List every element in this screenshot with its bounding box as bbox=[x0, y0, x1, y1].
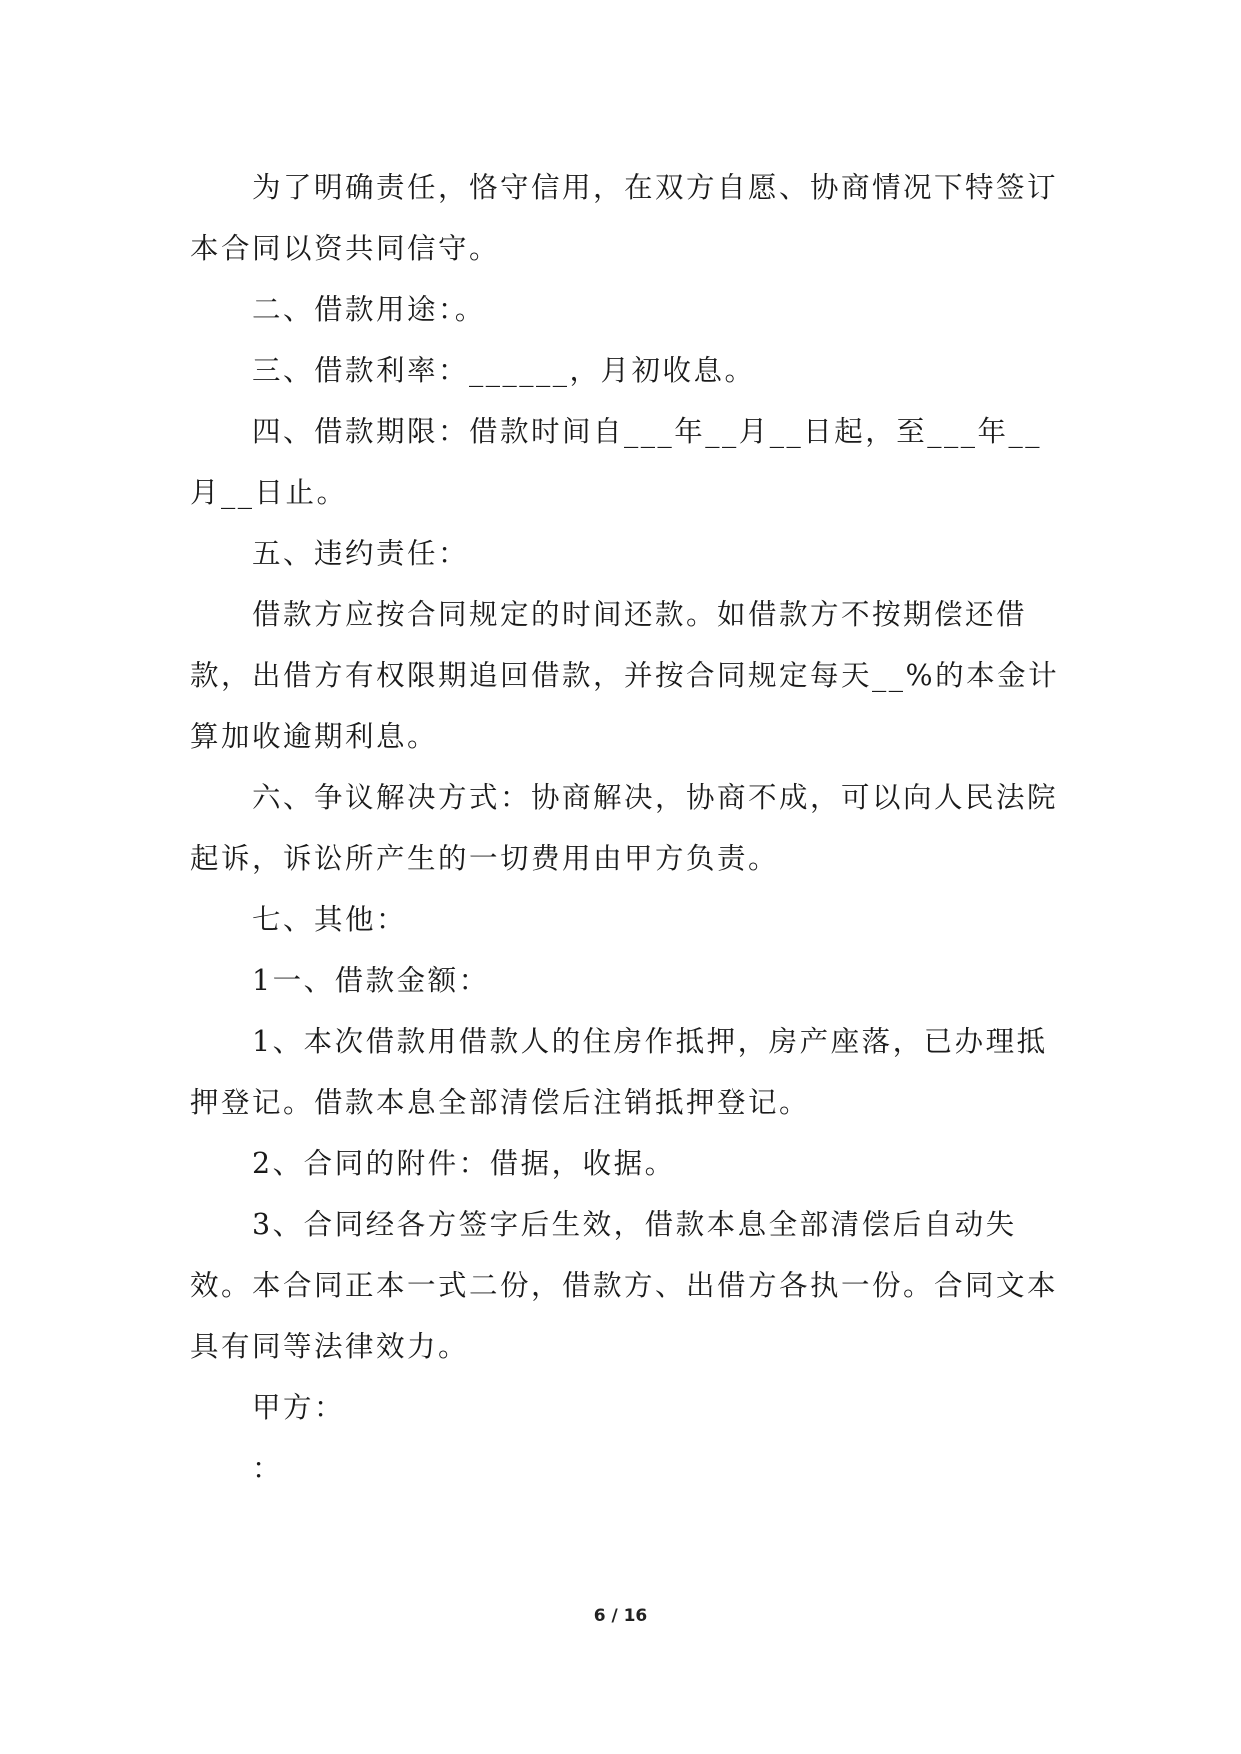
document-body bbox=[190, 157, 1060, 1499]
paragraph-effectiveness: 3、合同经各方签字后生效，借款本息全部清偿后自动失效。本合同正本一式二份，借款方、出借方各执一份。合同文本具有同等法律效力。 bbox=[190, 1208, 1059, 1363]
paragraph-other-heading: 七、其他： bbox=[252, 903, 408, 936]
paragraph-loan-purpose: 二、借款用途：。 bbox=[252, 293, 486, 326]
paragraph-breach-body: 借款方应按合同规定的时间还款。如借款方不按期偿还借款，出借方有权限期追回借款，并按合同规定每天__%的本金计算加收逾期利息。 bbox=[190, 598, 1060, 753]
paragraph-loan-amount: 1一、借款金额： bbox=[252, 964, 490, 997]
paragraph-party-a: 甲方： bbox=[252, 1391, 346, 1424]
paragraph-dispute-resolution: 六、争议解决方式：协商解决，协商不成，可以向人民法院起诉，诉讼所产生的一切费用由甲方负责。 bbox=[190, 781, 1059, 875]
page-number: 6 / 16 bbox=[593, 1606, 648, 1626]
paragraph-mortgage: 1、本次借款用借款人的住房作抵押，房产座落，已办理抵押登记。借款本息全部清偿后注销抵押登记。 bbox=[190, 1025, 1048, 1119]
paragraph-loan-term: 四、借款期限：借款时间自___年__月__日起，至___年__月__日止。 bbox=[190, 415, 1043, 509]
paragraph-preamble: 为了明确责任，恪守信用，在双方自愿、协商情况下特签订本合同以资共同信守。 bbox=[190, 171, 1059, 265]
paragraph-colon: ： bbox=[252, 1452, 284, 1485]
paragraph-interest-rate: 三、借款利率：______，月初收息。 bbox=[252, 354, 756, 387]
paragraph-attachments: 2、合同的附件：借据，收据。 bbox=[252, 1147, 676, 1180]
paragraph-breach-heading: 五、违约责任： bbox=[252, 537, 470, 570]
